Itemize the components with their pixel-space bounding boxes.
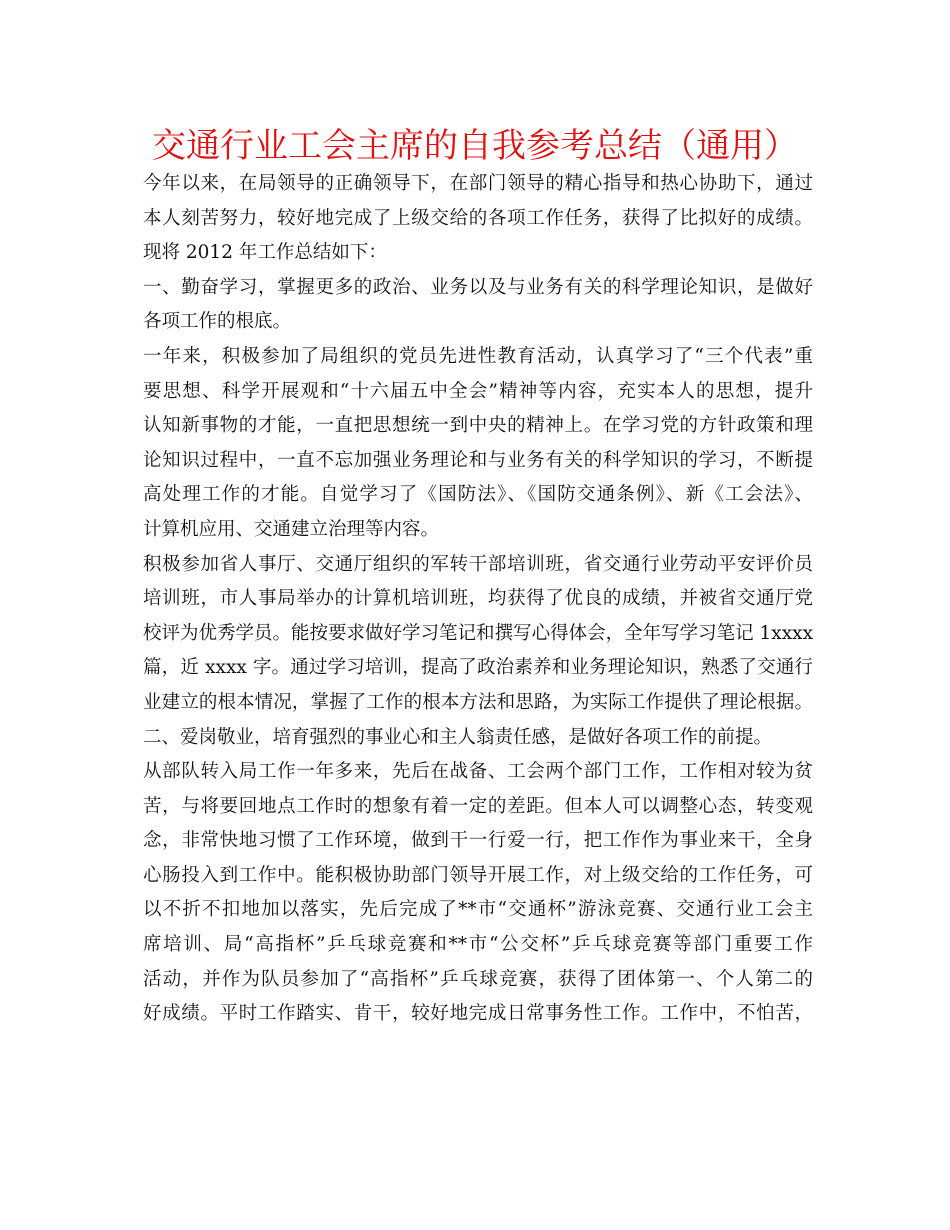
body-line: 活动，并作为队员参加了“高指杯”乒乓球竞赛，获得了团体第一、个人第二的 [143,968,813,990]
body-line: 计算机应用、交通建立治理等内容。 [143,518,440,540]
body-line: 本人刻苦努力，较好地完成了上级交给的各项工作任务，获得了比拟好的成绩。 [143,207,813,229]
body-line: 好成绩。平时工作踏实、肯干，较好地完成日常事务性工作。工作中，不怕苦， [143,1003,813,1025]
document-title: 交通行业工会主席的自我参考总结（通用） [152,126,798,166]
body-line: 各项工作的根底。 [143,311,292,333]
body-line: 积极参加省人事厅、交通厅组织的军转干部培训班，省交通行业劳动平安评价员 [143,553,813,575]
body-line: 业建立的根本情况，掌握了工作的根本方法和思路，为实际工作提供了理论根据。 [143,691,813,713]
body-line: 现将 2012 年工作总结如下： [143,242,387,264]
body-line: 要思想、科学开展观和“十六届五中全会”精神等内容，充实本人的思想，提升 [143,380,813,402]
body-line: 心肠投入到工作中。能积极协助部门领导开展工作，对上级交给的工作任务，可 [143,864,813,886]
body-line: 一、勤奋学习，掌握更多的政治、业务以及与业务有关的科学理论知识，是做好 [143,276,813,298]
body-line: 培训班，市人事局举办的计算机培训班，均获得了优良的成绩，并被省交通厅党 [143,588,813,610]
body-line: 今年以来，在局领导的正确领导下，在部门领导的精心指导和热心协助下，通过 [143,173,813,194]
body-line: 一年来，积极参加了局组织的党员先进性教育活动，认真学习了“三个代表”重 [143,345,813,367]
body-line: 认知新事物的才能，一直把思想统一到中央的精神上。在学习党的方针政策和理 [143,415,813,437]
body-line: 篇，近 xxxx 字。通过学习培训，提高了政治素养和业务理论知识，熟悉了交通行 [143,657,813,679]
body-line: 苦，与将要回地点工作时的想象有着一定的差距。但本人可以调整心态，转变观 [143,795,813,817]
body-line: 论知识过程中，一直不忘加强业务理论和与业务有关的科学知识的学习，不断提 [143,449,813,471]
document-body [143,167,813,1032]
body-line: 高处理工作的才能。自觉学习了《国防法》、《国防交通条例》、新《工会法》、 [143,484,813,506]
body-line: 校评为优秀学员。能按要求做好学习笔记和撰写心得体会，全年写学习笔记 1xxxx [143,622,813,644]
body-line: 席培训、局“高指杯”乒乓球竞赛和**市“公交杯”乒乓球竞赛等部门重要工作 [143,934,813,956]
body-line: 以不折不扣地加以落实，先后完成了**市“交通杯”游泳竞赛、交通行业工会主 [143,899,813,921]
body-line: 二、爱岗敬业，培育强烈的事业心和主人翁责任感，是做好各项工作的前提。 [143,726,773,748]
body-line: 念，非常快地习惯了工作环境，做到干一行爱一行，把工作作为事业来干，全身 [143,830,813,852]
body-line: 从部队转入局工作一年多来，先后在战备、工会两个部门工作，工作相对较为贫 [143,761,813,783]
